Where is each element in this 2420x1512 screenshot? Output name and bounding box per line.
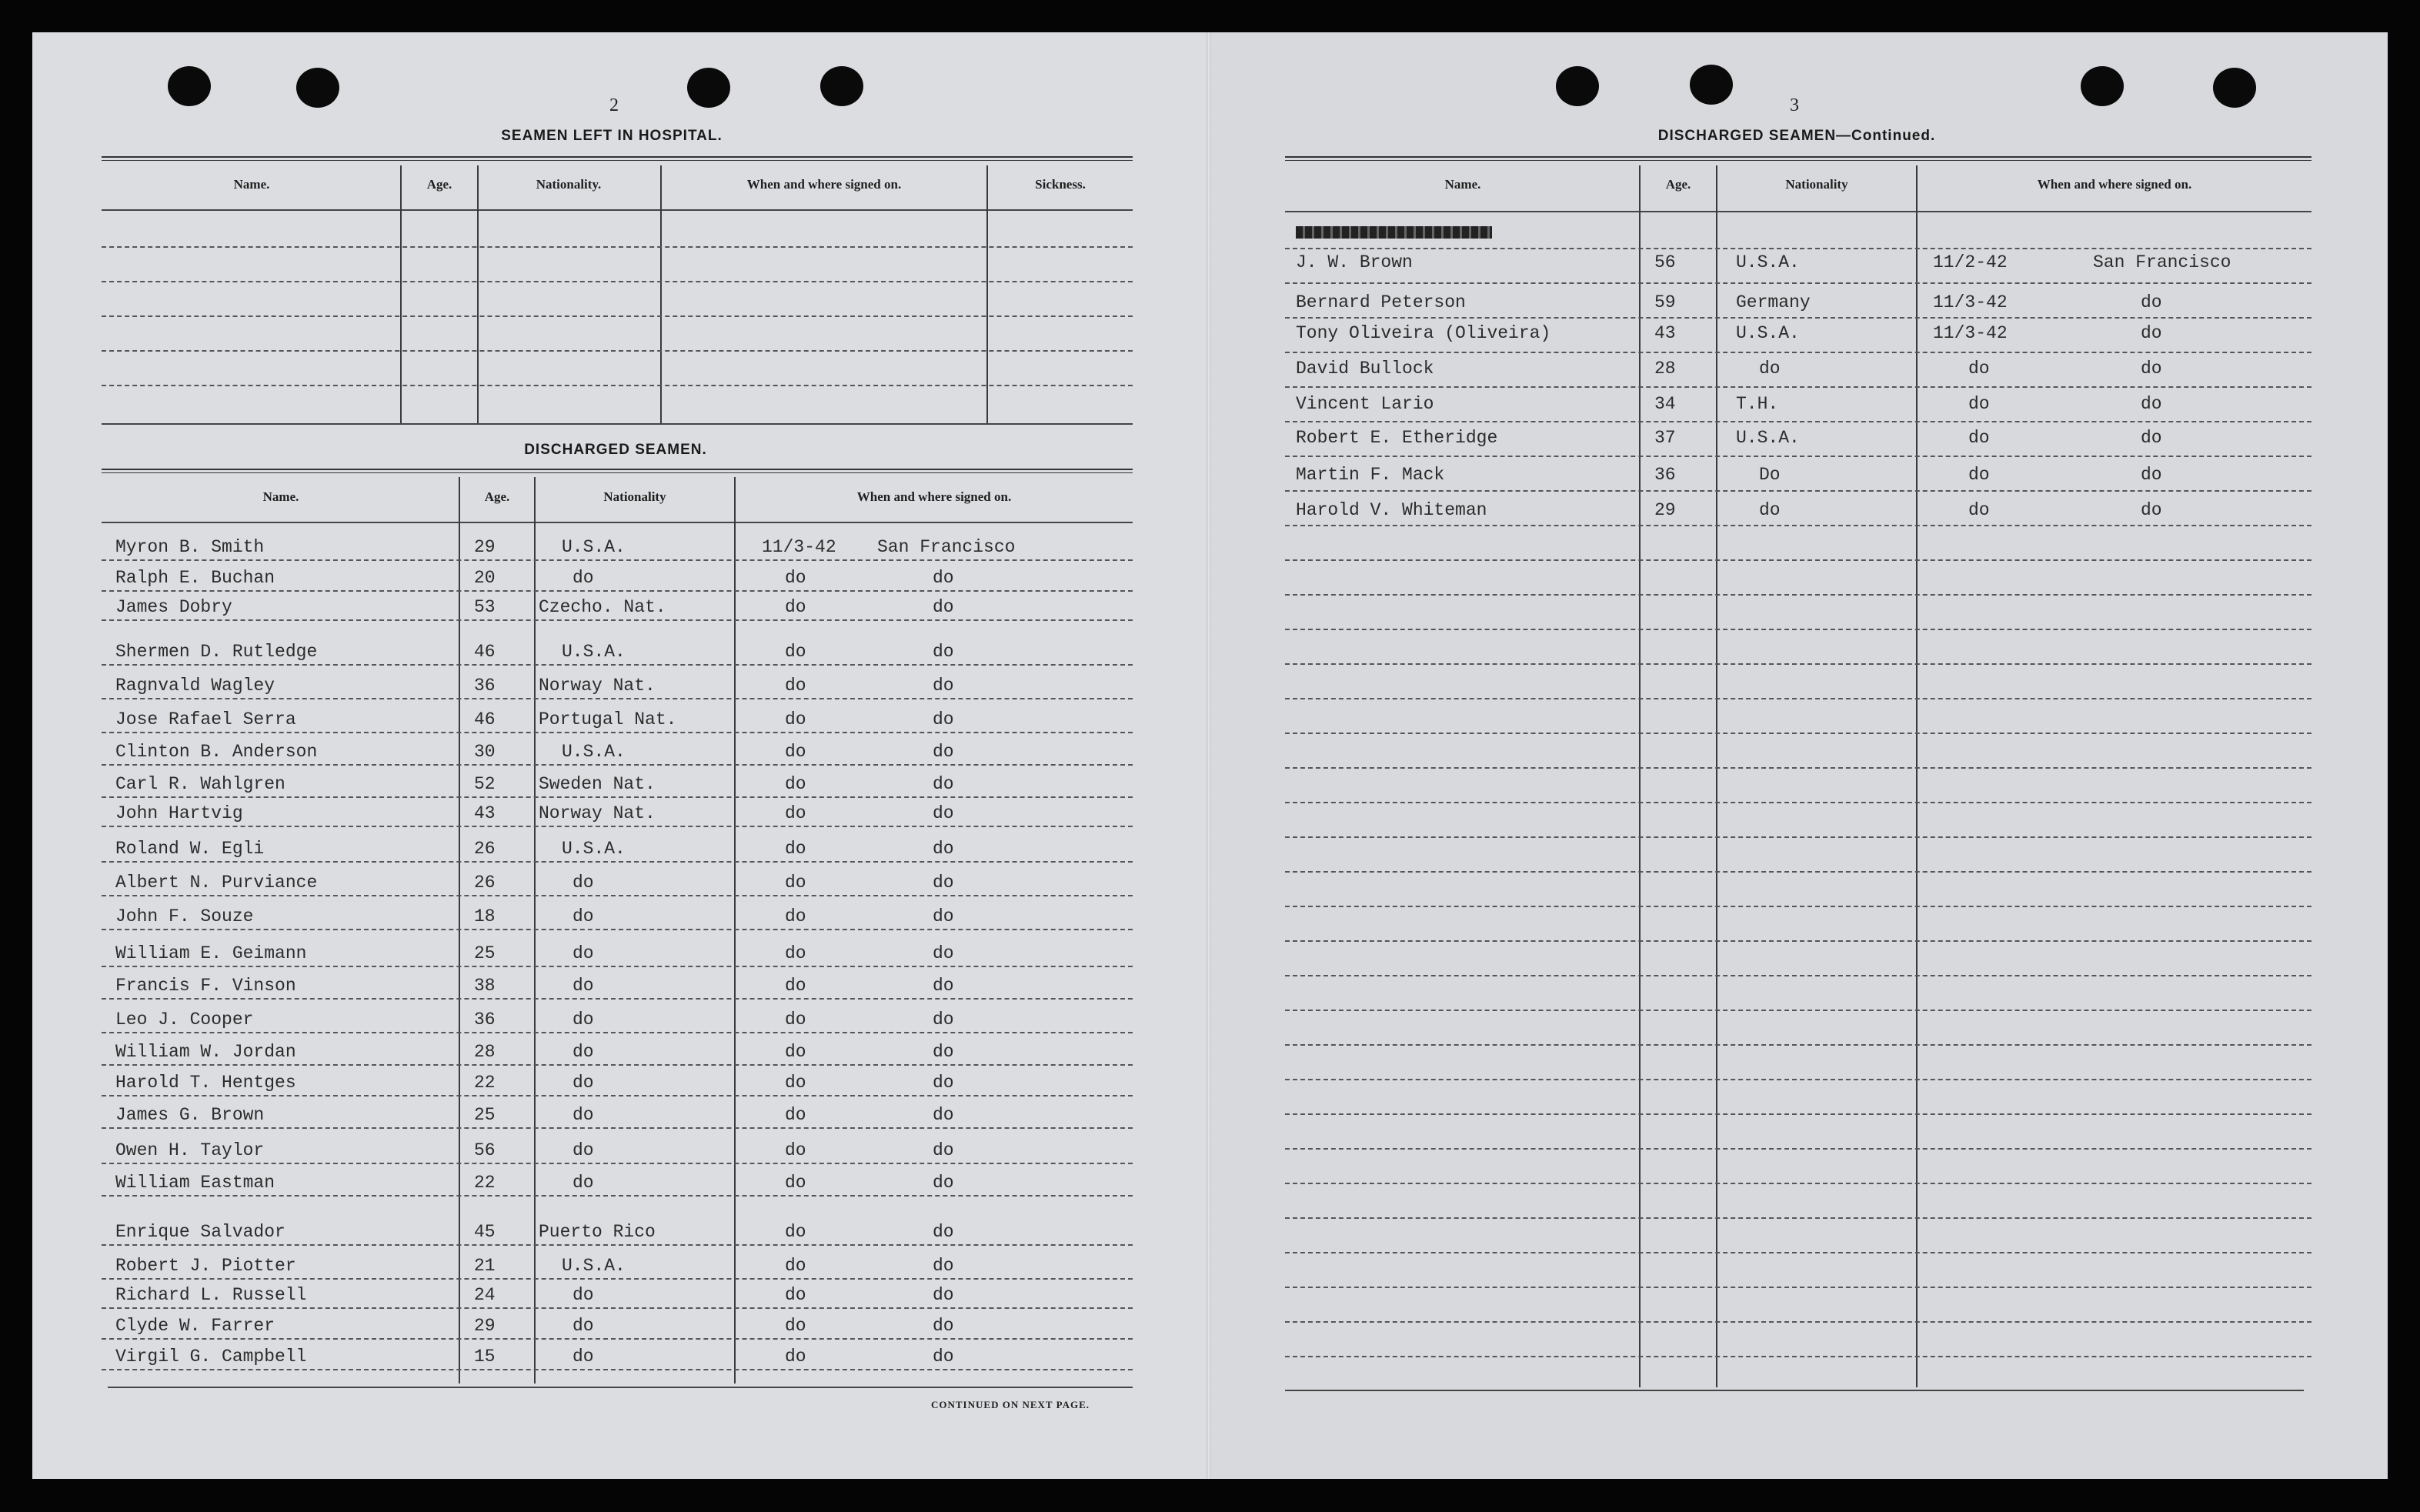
discharged-header-nationality: Nationality <box>603 489 666 504</box>
discharged-row-line <box>102 966 1133 967</box>
discharged-name-cell: Richard L. Russell <box>115 1285 307 1305</box>
punch-hole <box>168 66 211 106</box>
discharged-age-cell: 36 <box>474 1010 496 1030</box>
discharged-header-name: Name. <box>262 489 299 504</box>
discharged-row-line <box>102 1307 1133 1309</box>
discharged-row-line <box>102 861 1133 863</box>
discharged-age-cell: 29 <box>474 537 496 557</box>
continued-row-line <box>1285 940 2312 942</box>
discharged-age-cell: 36 <box>474 676 496 696</box>
discharged-nationality-cell: do <box>572 906 594 926</box>
discharged-nationality-cell: do <box>572 568 594 588</box>
discharged-nationality-cell: do <box>572 1105 594 1125</box>
continued-footer: CONTINUED ON NEXT PAGE. <box>931 1399 1090 1410</box>
continued-nationality-cell: U.S.A. <box>1736 428 1800 448</box>
discharged-signed-place-cell: do <box>933 1285 954 1305</box>
continued-name-cell: David Bullock <box>1296 359 1434 379</box>
discharged-name-cell: Clinton B. Anderson <box>115 742 318 762</box>
discharged-signed-date-cell: do <box>785 1140 806 1160</box>
punch-hole <box>820 66 863 106</box>
discharged-age-cell: 56 <box>474 1140 496 1160</box>
discharged-age-cell: 43 <box>474 803 496 823</box>
discharged-age-cell: 22 <box>474 1073 496 1093</box>
discharged-name-cell: Jose Rafael Serra <box>115 709 296 729</box>
discharged-nationality-cell: Norway Nat. <box>539 803 656 823</box>
discharged-signed-place-cell: do <box>933 1105 954 1125</box>
discharged-signed-place-cell: do <box>933 709 954 729</box>
discharged-age-cell: 38 <box>474 976 496 996</box>
continued-signed-place-cell: San Francisco <box>2093 252 2231 272</box>
continued-signed-date-cell: do <box>1968 465 1990 485</box>
continued-row-line <box>1285 282 2312 284</box>
discharged-signed-date-cell: do <box>785 976 806 996</box>
continued-signed-place-cell: do <box>2141 292 2162 312</box>
continued-signed-place-cell: do <box>2141 428 2162 448</box>
discharged-signed-place-cell: do <box>933 873 954 893</box>
continued-row-line <box>1285 802 2312 803</box>
discharged-signed-date-cell: 11/3-42 <box>762 537 836 557</box>
discharged-nationality-cell: do <box>572 873 594 893</box>
continued-name-cell: Vincent Lario <box>1296 394 1434 414</box>
discharged-signed-date-cell: do <box>785 803 806 823</box>
right-col-divider <box>1916 165 1918 1387</box>
discharged-header-rule <box>102 522 1133 523</box>
continued-nationality-cell: U.S.A. <box>1736 323 1800 343</box>
discharged-nationality-cell: do <box>572 1010 594 1030</box>
continued-age-cell: 56 <box>1654 252 1676 272</box>
discharged-age-cell: 25 <box>474 943 496 963</box>
discharged-signed-place-cell: do <box>933 803 954 823</box>
discharged-section-title: DISCHARGED SEAMEN. <box>524 442 707 458</box>
discharged-name-cell: William E. Geimann <box>115 943 307 963</box>
discharged-signed-place-cell: do <box>933 597 954 617</box>
continued-row-line <box>1285 1010 2312 1011</box>
continued-age-cell: 34 <box>1654 394 1676 414</box>
right-page <box>1208 32 2388 1479</box>
discharged-signed-place-cell: do <box>933 1173 954 1193</box>
continued-signed-date-cell: do <box>1968 394 1990 414</box>
discharged-row-line <box>102 895 1133 896</box>
discharged-nationality-cell: do <box>572 1285 594 1305</box>
punch-hole <box>687 68 730 108</box>
continued-row-line <box>1285 594 2312 596</box>
struck-out-entry <box>1296 226 1492 239</box>
discharged-nationality-cell: do <box>572 943 594 963</box>
hospital-row-line <box>102 385 1133 386</box>
continued-row-line <box>1285 1079 2312 1080</box>
discharged-nationality-cell: do <box>572 976 594 996</box>
discharged-name-cell: Carl R. Wahlgren <box>115 774 285 794</box>
punch-hole <box>296 68 339 108</box>
discharged-name-cell: Leo J. Cooper <box>115 1010 254 1030</box>
discharged-nationality-cell: do <box>572 1316 594 1336</box>
continued-row-line <box>1285 733 2312 734</box>
discharged-name-cell: Shermen D. Rutledge <box>115 642 318 662</box>
discharged-col-divider <box>534 477 536 1383</box>
discharged-name-cell: Albert N. Purviance <box>115 873 318 893</box>
continued-age-cell: 59 <box>1654 292 1676 312</box>
continued-row-line <box>1285 1217 2312 1219</box>
hospital-header-sickness: Sickness. <box>1035 177 1086 192</box>
discharged-signed-date-cell: do <box>785 1316 806 1336</box>
discharged-nationality-cell: U.S.A. <box>562 1256 626 1276</box>
discharged-row-line <box>102 1244 1133 1246</box>
discharged-row-line <box>102 1032 1133 1033</box>
discharged-nationality-cell: do <box>572 1173 594 1193</box>
discharged-row-line <box>102 1369 1133 1370</box>
page-number-right: 3 <box>1790 95 1799 115</box>
discharged-signed-date-cell: do <box>785 742 806 762</box>
right-col-divider <box>1639 165 1641 1387</box>
continued-signed-date-cell: do <box>1968 500 1990 520</box>
right-header-signed-on: When and where signed on. <box>2037 177 2192 192</box>
continued-row-line <box>1285 906 2312 907</box>
right-header-nationality: Nationality <box>1785 177 1848 192</box>
discharged-signed-date-cell: do <box>785 1222 806 1242</box>
punch-hole <box>2081 66 2124 106</box>
discharged-signed-date-cell: do <box>785 709 806 729</box>
discharged-row-line <box>102 664 1133 666</box>
discharged-name-cell: Owen H. Taylor <box>115 1140 265 1160</box>
discharged-signed-place-cell: do <box>933 568 954 588</box>
punch-hole <box>1690 65 1733 105</box>
continued-signed-date-cell: do <box>1968 359 1990 379</box>
discharged-row-line <box>102 998 1133 1000</box>
discharged-col-divider <box>734 477 736 1383</box>
discharged-signed-date-cell: do <box>785 1073 806 1093</box>
discharged-age-cell: 30 <box>474 742 496 762</box>
discharged-name-cell: Ralph E. Buchan <box>115 568 275 588</box>
continued-signed-place-cell: do <box>2141 359 2162 379</box>
right-top-rule <box>1285 156 2312 161</box>
discharged-age-cell: 26 <box>474 839 496 859</box>
continued-signed-place-cell: do <box>2141 465 2162 485</box>
discharged-nationality-cell: Sweden Nat. <box>539 774 656 794</box>
continued-age-cell: 37 <box>1654 428 1676 448</box>
continued-name-cell: Bernard Peterson <box>1296 292 1466 312</box>
discharged-signed-date-cell: do <box>785 1105 806 1125</box>
discharged-age-cell: 53 <box>474 597 496 617</box>
discharged-nationality-cell: do <box>572 1347 594 1367</box>
discharged-signed-place-cell: do <box>933 774 954 794</box>
hospital-header-signed-on: When and where signed on. <box>746 177 902 192</box>
continued-name-cell: J. W. Brown <box>1296 252 1413 272</box>
discharged-signed-date-cell: do <box>785 568 806 588</box>
discharged-nationality-cell: do <box>572 1042 594 1062</box>
discharged-signed-place-cell: do <box>933 1222 954 1242</box>
hospital-bottom-rule <box>102 423 1133 425</box>
discharged-signed-date-cell: do <box>785 676 806 696</box>
discharged-name-cell: John F. Souze <box>115 906 254 926</box>
continued-row-line <box>1285 386 2312 388</box>
discharged-signed-date-cell: do <box>785 1173 806 1193</box>
continued-row-line <box>1285 629 2312 630</box>
discharged-row-line <box>102 1127 1133 1129</box>
discharged-row-line <box>102 1278 1133 1280</box>
discharged-age-cell: 21 <box>474 1256 496 1276</box>
discharged-top-rule <box>102 469 1133 473</box>
hospital-header-rule <box>102 209 1133 211</box>
discharged-name-cell: Ragnvald Wagley <box>115 676 275 696</box>
hospital-row-line <box>102 315 1133 317</box>
continued-row-line <box>1285 456 2312 457</box>
discharged-signed-date-cell: do <box>785 1010 806 1030</box>
discharged-signed-date-cell: do <box>785 642 806 662</box>
continued-row-line <box>1285 1287 2312 1288</box>
discharged-signed-date-cell: do <box>785 906 806 926</box>
discharged-signed-place-cell: do <box>933 742 954 762</box>
discharged-nationality-cell: do <box>572 1140 594 1160</box>
continued-signed-date-cell: 11/2-42 <box>1933 252 2008 272</box>
continued-age-cell: 36 <box>1654 465 1676 485</box>
continued-row-line <box>1285 1183 2312 1184</box>
book-spine <box>1207 32 1211 1479</box>
discharged-signed-place-cell: do <box>933 1316 954 1336</box>
discharged-signed-date-cell: do <box>785 839 806 859</box>
continued-nationality-cell: Do <box>1759 465 1781 485</box>
continued-row-line <box>1285 1148 2312 1150</box>
discharged-col-divider <box>459 477 460 1383</box>
continued-row-line <box>1285 1044 2312 1046</box>
discharged-nationality-cell: U.S.A. <box>562 839 626 859</box>
discharged-nationality-cell: U.S.A. <box>562 742 626 762</box>
continued-nationality-cell: do <box>1759 500 1781 520</box>
continued-row-line <box>1285 525 2312 526</box>
discharged-signed-date-cell: do <box>785 1285 806 1305</box>
discharged-age-cell: 20 <box>474 568 496 588</box>
continued-signed-date-cell: 11/3-42 <box>1933 292 2008 312</box>
hospital-top-rule <box>102 156 1133 161</box>
discharged-name-cell: Robert J. Piotter <box>115 1256 296 1276</box>
continued-signed-place-cell: do <box>2141 394 2162 414</box>
discharged-age-cell: 45 <box>474 1222 496 1242</box>
discharged-signed-place-cell: do <box>933 1073 954 1093</box>
discharged-signed-place-cell: do <box>933 642 954 662</box>
discharged-row-line <box>102 559 1133 561</box>
continued-signed-place-cell: do <box>2141 323 2162 343</box>
right-header-name: Name. <box>1444 177 1481 192</box>
discharged-row-line <box>102 796 1133 798</box>
discharged-signed-date-cell: do <box>785 943 806 963</box>
discharged-signed-place-cell: San Francisco <box>877 537 1016 557</box>
discharged-name-cell: William Eastman <box>115 1173 275 1193</box>
discharged-signed-date-cell: do <box>785 873 806 893</box>
discharged-name-cell: Myron B. Smith <box>115 537 265 557</box>
discharged-name-cell: Harold T. Hentges <box>115 1073 296 1093</box>
discharged-nationality-cell: Portugal Nat. <box>539 709 677 729</box>
discharged-bottom-rule <box>108 1387 1133 1388</box>
continued-row-line <box>1285 698 2312 699</box>
continued-age-cell: 28 <box>1654 359 1676 379</box>
continued-row-line <box>1285 490 2312 492</box>
discharged-signed-place-cell: do <box>933 1256 954 1276</box>
continued-signed-place-cell: do <box>2141 500 2162 520</box>
page-number-left: 2 <box>609 95 619 115</box>
discharged-row-line <box>102 929 1133 930</box>
discharged-nationality-cell: do <box>572 1073 594 1093</box>
discharged-name-cell: William W. Jordan <box>115 1042 296 1062</box>
hospital-header-age: Age. <box>426 177 452 192</box>
hospital-row-line <box>102 246 1133 248</box>
right-col-divider <box>1716 165 1717 1387</box>
hospital-header-nationality: Nationality. <box>536 177 602 192</box>
right-bottom-rule <box>1285 1390 2304 1391</box>
discharged-age-cell: 46 <box>474 709 496 729</box>
discharged-age-cell: 15 <box>474 1347 496 1367</box>
discharged-row-line <box>102 1163 1133 1164</box>
continued-row-line <box>1285 352 2312 353</box>
continued-signed-date-cell: do <box>1968 428 1990 448</box>
discharged-age-cell: 52 <box>474 774 496 794</box>
hospital-header-name: Name. <box>233 177 270 192</box>
discharged-signed-place-cell: do <box>933 1140 954 1160</box>
discharged-nationality-cell: U.S.A. <box>562 642 626 662</box>
continued-row-line <box>1285 317 2312 319</box>
discharged-age-cell: 26 <box>474 873 496 893</box>
discharged-name-cell: Enrique Salvador <box>115 1222 285 1242</box>
continued-age-cell: 29 <box>1654 500 1676 520</box>
discharged-signed-place-cell: do <box>933 976 954 996</box>
discharged-signed-place-cell: do <box>933 1010 954 1030</box>
discharged-nationality-cell: Norway Nat. <box>539 676 656 696</box>
continued-name-cell: Martin F. Mack <box>1296 465 1445 485</box>
continued-nationality-cell: Germany <box>1736 292 1811 312</box>
discharged-signed-date-cell: do <box>785 1042 806 1062</box>
discharged-signed-date-cell: do <box>785 1256 806 1276</box>
continued-name-cell: Harold V. Whiteman <box>1296 500 1487 520</box>
continued-row-line <box>1285 559 2312 561</box>
continued-row-line <box>1285 871 2312 873</box>
discharged-header-age: Age. <box>484 489 510 504</box>
continued-row-line <box>1285 836 2312 838</box>
discharged-name-cell: Virgil G. Campbell <box>115 1347 307 1367</box>
discharged-row-line <box>102 590 1133 592</box>
discharged-row-line <box>102 1195 1133 1197</box>
discharged-row-line <box>102 764 1133 766</box>
discharged-signed-place-cell: do <box>933 943 954 963</box>
discharged-nationality-cell: U.S.A. <box>562 537 626 557</box>
discharged-name-cell: James Dobry <box>115 597 232 617</box>
continued-nationality-cell: U.S.A. <box>1736 252 1800 272</box>
continued-row-line <box>1285 1252 2312 1253</box>
discharged-nationality-cell: Czecho. Nat. <box>539 597 666 617</box>
discharged-name-cell: Clyde W. Farrer <box>115 1316 275 1336</box>
hospital-section-title: SEAMEN LEFT IN HOSPITAL. <box>501 128 723 144</box>
continued-section-title: DISCHARGED SEAMEN—Continued. <box>1657 128 1936 144</box>
discharged-signed-date-cell: do <box>785 1347 806 1367</box>
discharged-signed-date-cell: do <box>785 597 806 617</box>
right-header-age: Age. <box>1665 177 1691 192</box>
continued-signed-date-cell: 11/3-42 <box>1933 323 2008 343</box>
discharged-age-cell: 29 <box>474 1316 496 1336</box>
discharged-age-cell: 25 <box>474 1105 496 1125</box>
discharged-age-cell: 24 <box>474 1285 496 1305</box>
discharged-header-signed-on: When and where signed on. <box>856 489 1012 504</box>
continued-nationality-cell: do <box>1759 359 1781 379</box>
discharged-signed-place-cell: do <box>933 1042 954 1062</box>
discharged-name-cell: John Hartvig <box>115 803 243 823</box>
discharged-name-cell: Roland W. Egli <box>115 839 265 859</box>
continued-row-line <box>1285 975 2312 976</box>
continued-row-line <box>1285 1356 2312 1357</box>
continued-name-cell: Tony Oliveira (Oliveira) <box>1296 323 1551 343</box>
continued-name-cell: Robert E. Etheridge <box>1296 428 1498 448</box>
hospital-row-line <box>102 281 1133 282</box>
discharged-signed-date-cell: do <box>785 774 806 794</box>
discharged-signed-place-cell: do <box>933 906 954 926</box>
punch-hole <box>1556 66 1599 106</box>
discharged-signed-place-cell: do <box>933 676 954 696</box>
discharged-name-cell: Francis F. Vinson <box>115 976 296 996</box>
continued-nationality-cell: T.H. <box>1736 394 1779 414</box>
discharged-row-line <box>102 619 1133 621</box>
discharged-signed-place-cell: do <box>933 839 954 859</box>
discharged-row-line <box>102 1338 1133 1340</box>
continued-row-line <box>1285 248 2312 249</box>
discharged-row-line <box>102 1064 1133 1066</box>
discharged-signed-place-cell: do <box>933 1347 954 1367</box>
discharged-age-cell: 46 <box>474 642 496 662</box>
continued-row-line <box>1285 663 2312 665</box>
discharged-age-cell: 22 <box>474 1173 496 1193</box>
continued-row-line <box>1285 1113 2312 1115</box>
continued-row-line <box>1285 421 2312 422</box>
right-header-rule <box>1285 211 2312 212</box>
continued-age-cell: 43 <box>1654 323 1676 343</box>
discharged-row-line <box>102 826 1133 827</box>
discharged-name-cell: James G. Brown <box>115 1105 265 1125</box>
continued-row-line <box>1285 767 2312 769</box>
punch-hole <box>2213 68 2256 108</box>
discharged-row-line <box>102 1095 1133 1096</box>
hospital-row-line <box>102 350 1133 352</box>
discharged-row-line <box>102 732 1133 733</box>
discharged-nationality-cell: Puerto Rico <box>539 1222 656 1242</box>
discharged-age-cell: 18 <box>474 906 496 926</box>
discharged-age-cell: 28 <box>474 1042 496 1062</box>
continued-row-line <box>1285 1321 2312 1323</box>
discharged-row-line <box>102 698 1133 699</box>
